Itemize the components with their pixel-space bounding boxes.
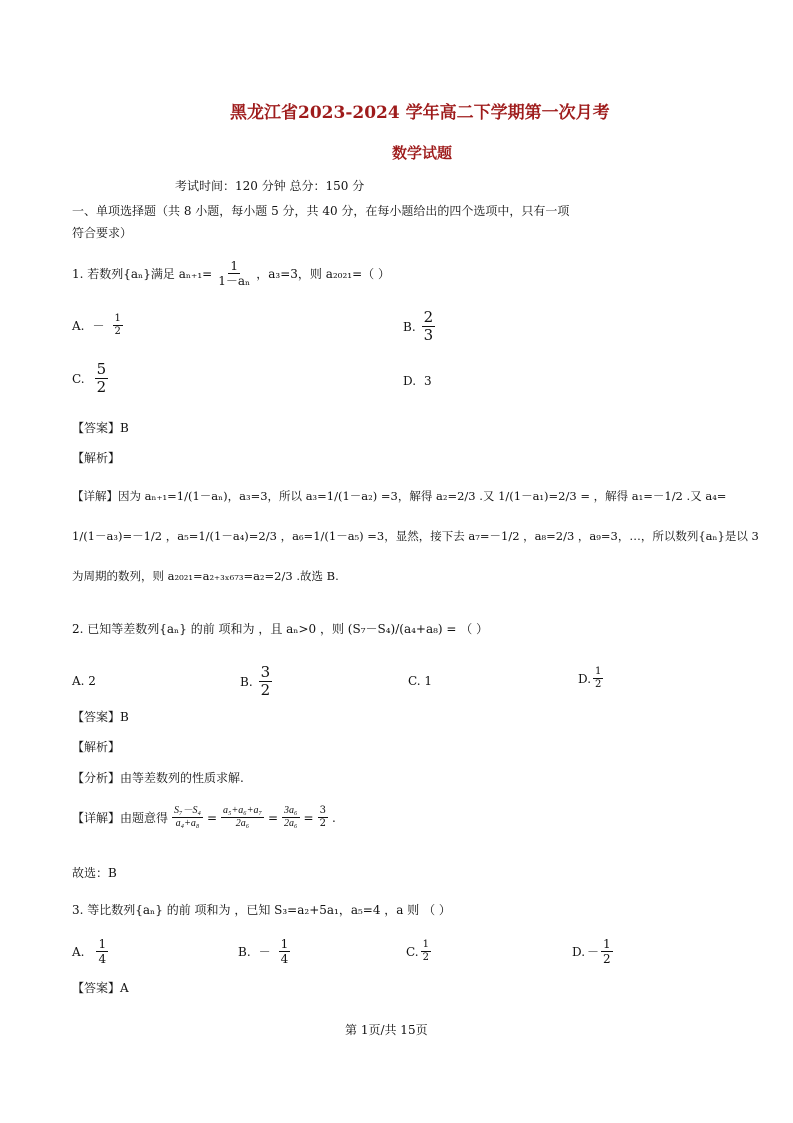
option-label: C. xyxy=(406,944,419,959)
detail-frac-3 xyxy=(282,806,299,829)
q3-option-b xyxy=(238,938,290,965)
detail-frac-4 xyxy=(318,806,328,829)
q2-analysis-heading: 【解析】 xyxy=(72,740,121,754)
option-fraction xyxy=(95,362,109,395)
q1-suffix: ，a₃=3，则 a₂₀₂₁=（ ） xyxy=(256,266,390,281)
section-heading-cont: 符合要求） xyxy=(72,226,133,240)
frac-num: 1 xyxy=(595,666,602,677)
q3-option-d xyxy=(572,938,613,965)
q2-option-b xyxy=(240,665,272,698)
document-subtitle: 数学试题 xyxy=(392,144,453,162)
frac-den: 2a₆ xyxy=(284,818,298,829)
minus-sign: － xyxy=(258,944,271,959)
detail-frac-2 xyxy=(221,806,264,829)
frac-num: 3 xyxy=(260,663,271,681)
frac-den: 2 xyxy=(319,818,326,829)
q2-answer: 【答案】B xyxy=(72,710,129,724)
q1-prefix: 1. 若数列{aₙ}满足 aₙ₊₁= xyxy=(72,266,213,281)
option-label: D. xyxy=(403,374,417,388)
q2-option-d xyxy=(578,667,603,690)
q1-option-d xyxy=(403,373,432,389)
frac-den: 4 xyxy=(280,952,289,966)
q1-answer: 【答案】B xyxy=(72,421,129,435)
q1-option-c xyxy=(72,362,108,395)
option-fraction xyxy=(422,310,436,343)
q3-answer: 【答案】A xyxy=(72,981,129,995)
option-fraction xyxy=(421,940,431,963)
option-label: C. xyxy=(72,371,85,386)
document-title: 黑龙江省2023-2024 学年高二下学期第一次月考 xyxy=(230,103,610,123)
option-label: B. xyxy=(403,319,416,334)
frac-num: 2 xyxy=(423,308,434,326)
frac-den: 2 xyxy=(595,679,602,690)
frac-den: 2a₆ xyxy=(235,818,250,829)
option-fraction xyxy=(601,938,613,965)
frac-den: 3 xyxy=(423,326,434,344)
frac-num: a₅+a₆+a₇ xyxy=(223,805,262,816)
option-value: 3 xyxy=(424,374,432,388)
q1-detail-line-1: 【详解】因为 aₙ₊₁=1/(1－aₙ)，a₃=3，所以 a₃=1/(1－a₂) =3，解得 a₂=2/3 .又 1/(1－a₁)=2/3 = ，解得 a₁=－1/2 .又 a₄= xyxy=(72,489,727,503)
option-fraction xyxy=(593,667,603,690)
frac-num: 3 xyxy=(319,805,326,816)
q1-analysis-heading: 【解析】 xyxy=(72,451,121,465)
option-fraction xyxy=(96,938,108,965)
question-2-stem: 2. 已知等差数列{aₙ} 的前 项和为 ，且 aₙ>0 ，则 (S₇－S₄)/(a₄+a₈) = （ ） xyxy=(72,622,489,636)
equals-sign: = xyxy=(206,810,218,825)
option-label: D. xyxy=(572,944,586,959)
section-heading: 一、单项选择题（共 8 小题，每小题 5 分，共 40 分，在每小题给出的四个选项中，只有一项 xyxy=(72,204,570,218)
frac-num: 1 xyxy=(422,939,429,950)
q2-fenxi: 【分析】由等差数列的性质求解. xyxy=(72,771,244,785)
frac-den: a₄+a₈ xyxy=(175,818,200,829)
q2-option-c: C. 1 xyxy=(408,674,433,688)
q2-choice: 故选：B xyxy=(72,866,117,880)
question-3-stem: 3. 等比数列{aₙ} 的前 项和为 ，已知 S₃=a₂+5a₁，a₅=4 ，a 则 （ ） xyxy=(72,903,451,917)
q3-option-a xyxy=(72,938,108,965)
frac-den: 2 xyxy=(96,378,107,396)
frac-num: 3a₆ xyxy=(284,805,298,816)
q1-detail-line-2: 1/(1－a₃)=－1/2 ，a₅=1/(1－a₄)=2/3 ，a₆=1/(1－a₅) =3，显然，接下去 a₇=－1/2 ，a₈=2/3 ，a₉=3，…，所以数列{aₙ}是以 3 xyxy=(72,529,759,543)
frac-den: 2 xyxy=(260,681,271,699)
frac-num: 1 xyxy=(98,937,107,951)
equals-sign: = xyxy=(267,810,279,825)
option-fraction xyxy=(259,665,273,698)
option-label: A. xyxy=(72,318,85,333)
period: . xyxy=(331,810,336,825)
option-fraction xyxy=(279,938,291,965)
frac-den: 2 xyxy=(603,952,611,966)
equals-sign: = xyxy=(303,810,314,825)
frac-num: 1 xyxy=(603,937,611,951)
q1-option-a xyxy=(72,314,123,337)
frac-den: 4 xyxy=(98,952,107,966)
q1-option-b xyxy=(403,310,435,343)
q2-option-a: A. 2 xyxy=(72,674,96,688)
exam-info: 考试时间：120 分钟 总分：150 分 xyxy=(175,179,365,193)
option-fraction xyxy=(113,314,123,337)
page-number: 第 1页/共 15页 xyxy=(345,1023,428,1037)
frac-den: 2 xyxy=(114,326,121,337)
q1-frac-den: 1－aₙ xyxy=(218,274,251,288)
q1-detail-line-3: 为周期的数列，则 a₂₀₂₁=a₂₊₃ₓ₆₇₃=a₂=2/3 .故选 B. xyxy=(72,569,339,583)
minus-sign: － xyxy=(587,944,600,959)
frac-num: 1 xyxy=(114,313,121,324)
q2-detail xyxy=(72,806,336,829)
option-label: B. xyxy=(240,674,253,689)
option-label: B. xyxy=(238,944,251,959)
frac-num: S₇－S₄ xyxy=(174,805,201,816)
question-1-stem xyxy=(72,260,390,287)
q1-fraction xyxy=(216,260,252,287)
frac-den: 2 xyxy=(422,952,429,963)
frac-num: 5 xyxy=(96,360,107,378)
detail-prefix: 【详解】由题意得 xyxy=(72,810,169,825)
option-sign: － xyxy=(92,318,105,333)
frac-num: 1 xyxy=(280,937,289,951)
q3-option-c xyxy=(406,940,431,963)
detail-frac-1 xyxy=(172,806,203,829)
option-label: D. xyxy=(578,671,592,686)
option-label: A. xyxy=(72,944,85,959)
q1-frac-num: 1 xyxy=(230,259,239,273)
